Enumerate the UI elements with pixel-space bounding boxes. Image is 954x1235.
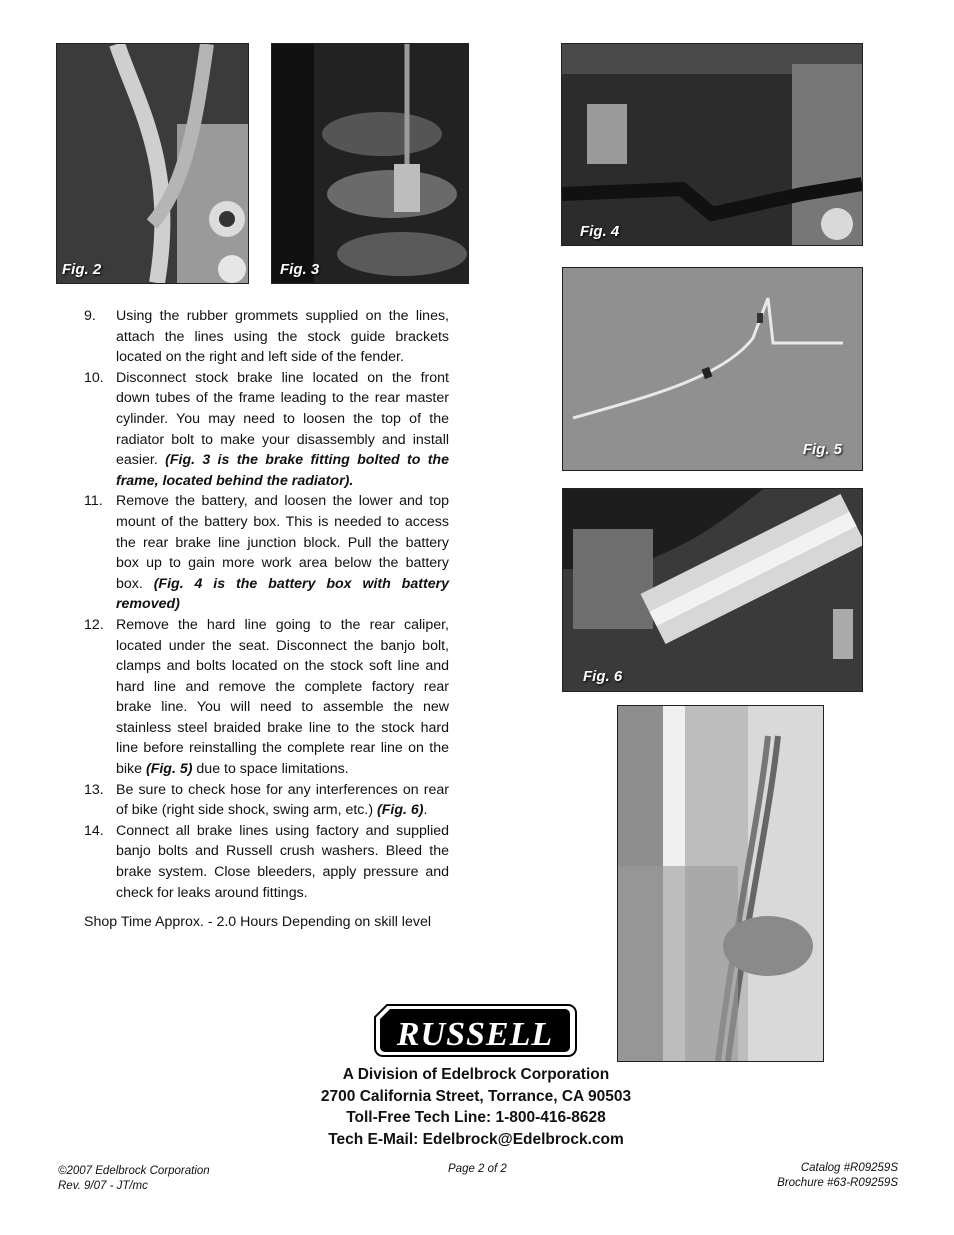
step-number: 9. — [84, 308, 96, 324]
step-item — [84, 491, 449, 615]
figure-reference: (Fig. 6) — [377, 802, 424, 819]
step-item — [84, 306, 449, 368]
step-number: 12. — [84, 616, 104, 633]
instruction-steps — [84, 306, 449, 903]
step-item — [84, 821, 449, 903]
step-number: 11. — [84, 493, 103, 510]
email-line: Tech E-Mail: Edelbrock@Edelbrock.com — [328, 1130, 624, 1148]
fig-5-photo — [562, 267, 863, 471]
copyright: ©2007 Edelbrock Corporation — [58, 1165, 210, 1177]
step-text-segment: Remove the hard line going to the rear caliper, located under the seat. Disconnect the banjo bolt, clamps and bolts located on the stock soft line and hard line and remove the complete factory rear brake line. You will need to assemble the new stainless steel braided brake line to the stock hard line before reinstalling the complete rear line on the bike — [116, 616, 449, 778]
footer-left — [58, 1164, 210, 1194]
step-text — [116, 615, 449, 780]
step-item — [84, 780, 449, 821]
revision: Rev. 9/07 - JT/mc — [58, 1180, 148, 1192]
fig-2-label: Fig. 2 — [62, 261, 102, 278]
figure-reference: (Fig. 4 is the battery box with battery removed) — [116, 575, 449, 613]
contact-block — [250, 1064, 702, 1150]
fig-6-photo — [562, 488, 863, 692]
step-text — [116, 491, 449, 615]
step-text-segment: due to space limitations. — [192, 761, 349, 778]
step-text-segment: Remove the battery, and loosen the lower and top mount of the battery box. This is needed to access the rear brake line junction block. Pull the battery box up to gain more work area below the battery box. — [116, 493, 449, 592]
step-text-segment: Be sure to check hose for any interferences on rear of bike (right side shock, swing arm, etc.) — [116, 781, 449, 819]
division-line: A Division of Edelbrock Corporation — [342, 1066, 610, 1083]
figure-reference: (Fig. 5) — [145, 761, 193, 778]
fig-5-label: Fig. 5 — [802, 441, 842, 458]
fig-4-photo — [561, 43, 863, 246]
svg-text:RUSSELL: RUSSELL — [396, 1016, 554, 1053]
fig-6-label: Fig. 6 — [583, 668, 623, 685]
step-text — [116, 780, 449, 821]
tech-line: Toll-Free Tech Line: 1-800-416-8628 — [346, 1109, 606, 1127]
fig-4-label: Fig. 4 — [580, 223, 620, 240]
step-text — [116, 368, 449, 492]
step-number: 13. — [84, 781, 104, 798]
page-number: Page 2 of 2 — [448, 1163, 507, 1175]
step-item — [84, 615, 449, 780]
step-number: 14. — [84, 822, 104, 839]
russell-logo — [373, 1003, 578, 1058]
address-line: 2700 California Street, Torrance, CA 90503 — [320, 1087, 632, 1105]
fig-3-photo — [271, 43, 469, 284]
fig-3-label: Fig. 3 — [280, 261, 320, 278]
brochure-number: Brochure #63-R09259S — [777, 1177, 898, 1189]
figure-reference: (Fig. 3 is the brake fitting bolted to the frame, located behind the radiator). — [116, 452, 449, 489]
footer-right — [777, 1161, 898, 1191]
fig-2-photo — [56, 43, 249, 284]
step-item — [84, 368, 449, 492]
shop-time: Shop Time Approx. - 2.0 Hours Depending on skill level — [84, 914, 431, 930]
step-text — [116, 821, 449, 903]
fork-photo — [617, 705, 824, 1062]
step-text-segment: Disconnect stock brake line located on the front down tubes of the frame leading to the rear master cylinder. You may need to loosen the top of the radiator bolt to make your disassembly and install easier. — [116, 369, 449, 469]
step-text-segment: . — [423, 802, 428, 819]
catalog-number: Catalog #R09259S — [800, 1162, 898, 1174]
step-number: 10. — [84, 369, 104, 386]
step-text-segment: Connect all brake lines using factory and supplied banjo bolts and Russell crush washers. Bleed the brake system. Close bleeders, apply pressure and check for leaks around fittings. — [116, 822, 449, 901]
step-text-segment: Using the rubber grommets supplied on the lines, attach the lines using the stock guide brackets located on the right and left side of the fender. — [116, 308, 449, 366]
step-text — [116, 306, 449, 368]
